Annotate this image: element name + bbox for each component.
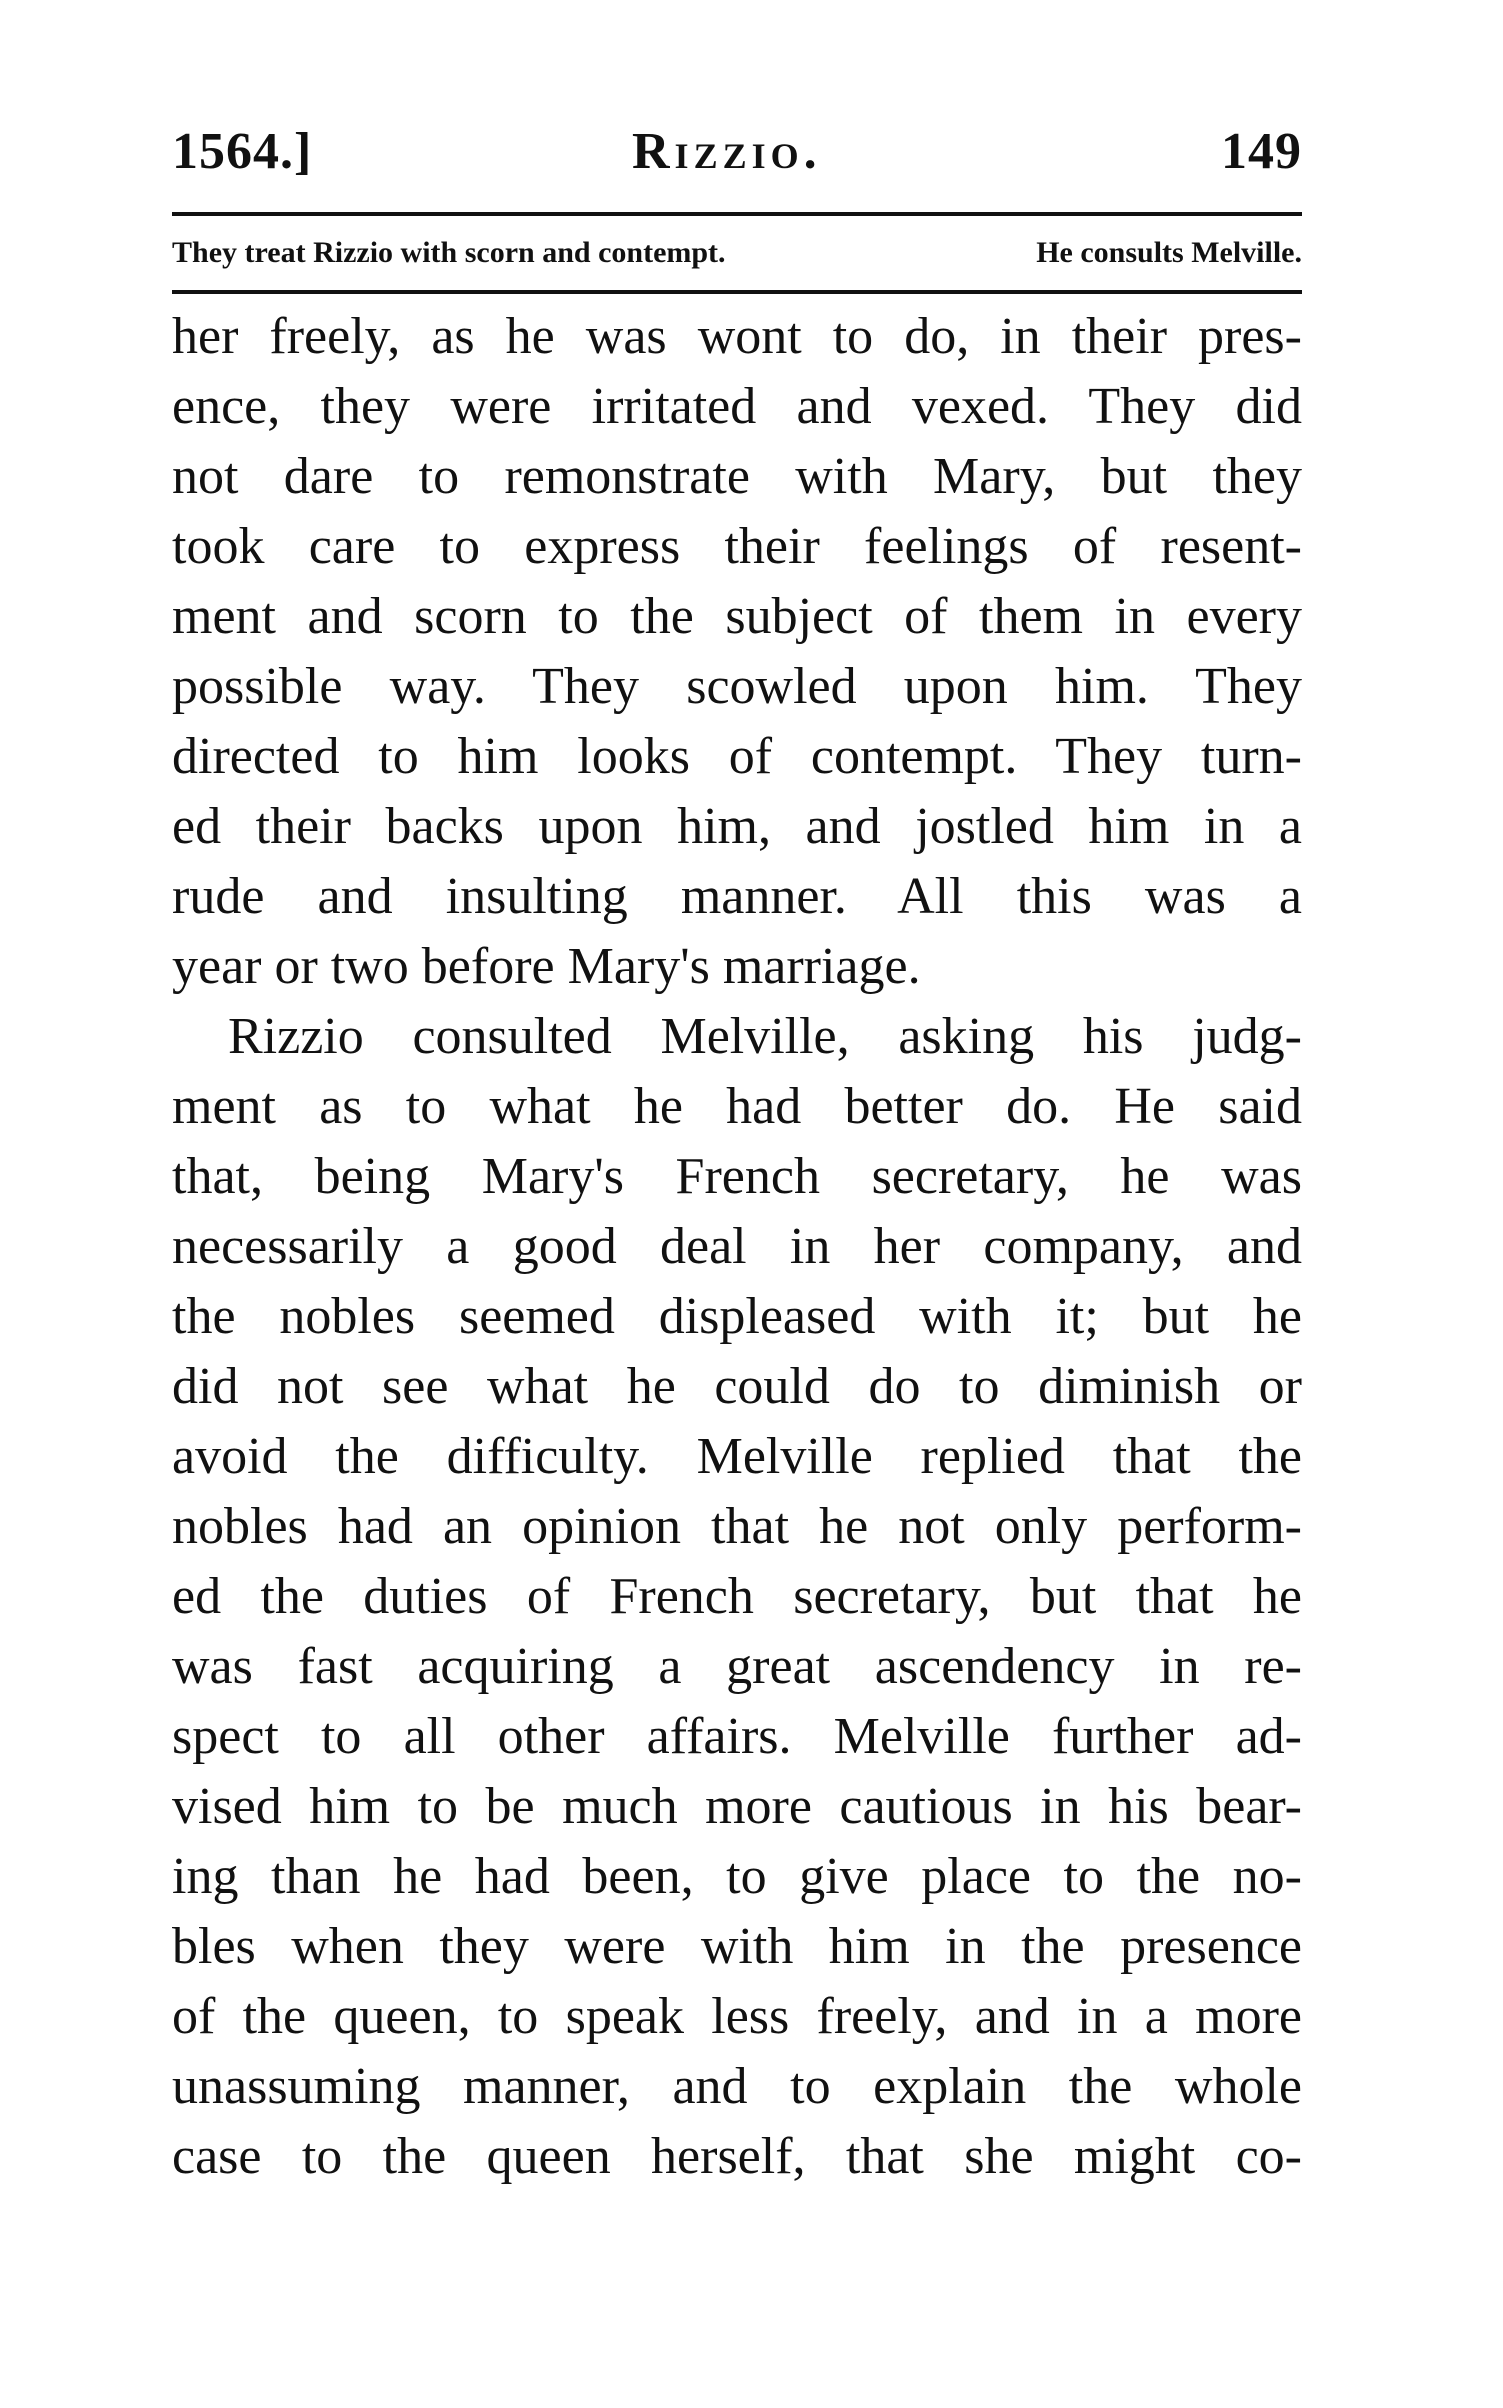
- header-title: Rizzio.: [632, 123, 822, 180]
- text-line: vised him to be much more cautious in his bear-: [172, 1778, 1302, 1835]
- marginal-subheads: [172, 236, 1302, 284]
- text-line: not dare to remonstrate with Mary, but they: [172, 448, 1302, 505]
- text-line: that, being Mary's French secretary, he was: [172, 1148, 1302, 1205]
- text-line: of the queen, to speak less freely, and in a more: [172, 1988, 1302, 2045]
- text-line: her freely, as he was wont to do, in their pres-: [172, 308, 1302, 365]
- text-line: ed their backs upon him, and jostled him in a: [172, 798, 1302, 855]
- text-line: ing than he had been, to give place to the no-: [172, 1848, 1302, 1905]
- text-line: ed the duties of French secretary, but that he: [172, 1568, 1302, 1625]
- text-line: case to the queen herself, that she might co-: [172, 2128, 1302, 2185]
- text-line: Rizzio consulted Melville, asking his judg-: [228, 1008, 1302, 1065]
- text-line: ment and scorn to the subject of them in every: [172, 588, 1302, 645]
- text-line: year or two before Mary's marriage.: [172, 938, 921, 995]
- page-number: 149: [1221, 123, 1302, 180]
- running-header: [172, 122, 1302, 202]
- text-line: directed to him looks of contempt. They turn-: [172, 728, 1302, 785]
- header-year: 1564.]: [172, 123, 313, 180]
- subhead-right: He consults Melville.: [1036, 236, 1302, 269]
- text-line: possible way. They scowled upon him. They: [172, 658, 1302, 715]
- text-line: did not see what he could do to diminish or: [172, 1358, 1302, 1415]
- text-line: spect to all other affairs. Melville further ad-: [172, 1708, 1302, 1765]
- text-line: the nobles seemed displeased with it; but he: [172, 1288, 1302, 1345]
- body-text: [172, 302, 1302, 2192]
- text-line: nobles had an opinion that he not only perform-: [172, 1498, 1302, 1555]
- text-line: necessarily a good deal in her company, and: [172, 1218, 1302, 1275]
- text-line: unassuming manner, and to explain the whole: [172, 2058, 1302, 2115]
- subhead-left: They treat Rizzio with scorn and contempt.: [172, 236, 726, 269]
- text-line: avoid the difficulty. Melville replied that the: [172, 1428, 1302, 1485]
- text-line: bles when they were with him in the presence: [172, 1918, 1302, 1975]
- text-line: rude and insulting manner. All this was a: [172, 868, 1302, 925]
- text-line: was fast acquiring a great ascendency in re-: [172, 1638, 1302, 1695]
- header-rule-bottom: [172, 290, 1302, 294]
- text-line: ence, they were irritated and vexed. They did: [172, 378, 1302, 435]
- text-line: took care to express their feelings of resent-: [172, 518, 1302, 575]
- header-rule-top: [172, 212, 1302, 216]
- text-line: ment as to what he had better do. He said: [172, 1078, 1302, 1135]
